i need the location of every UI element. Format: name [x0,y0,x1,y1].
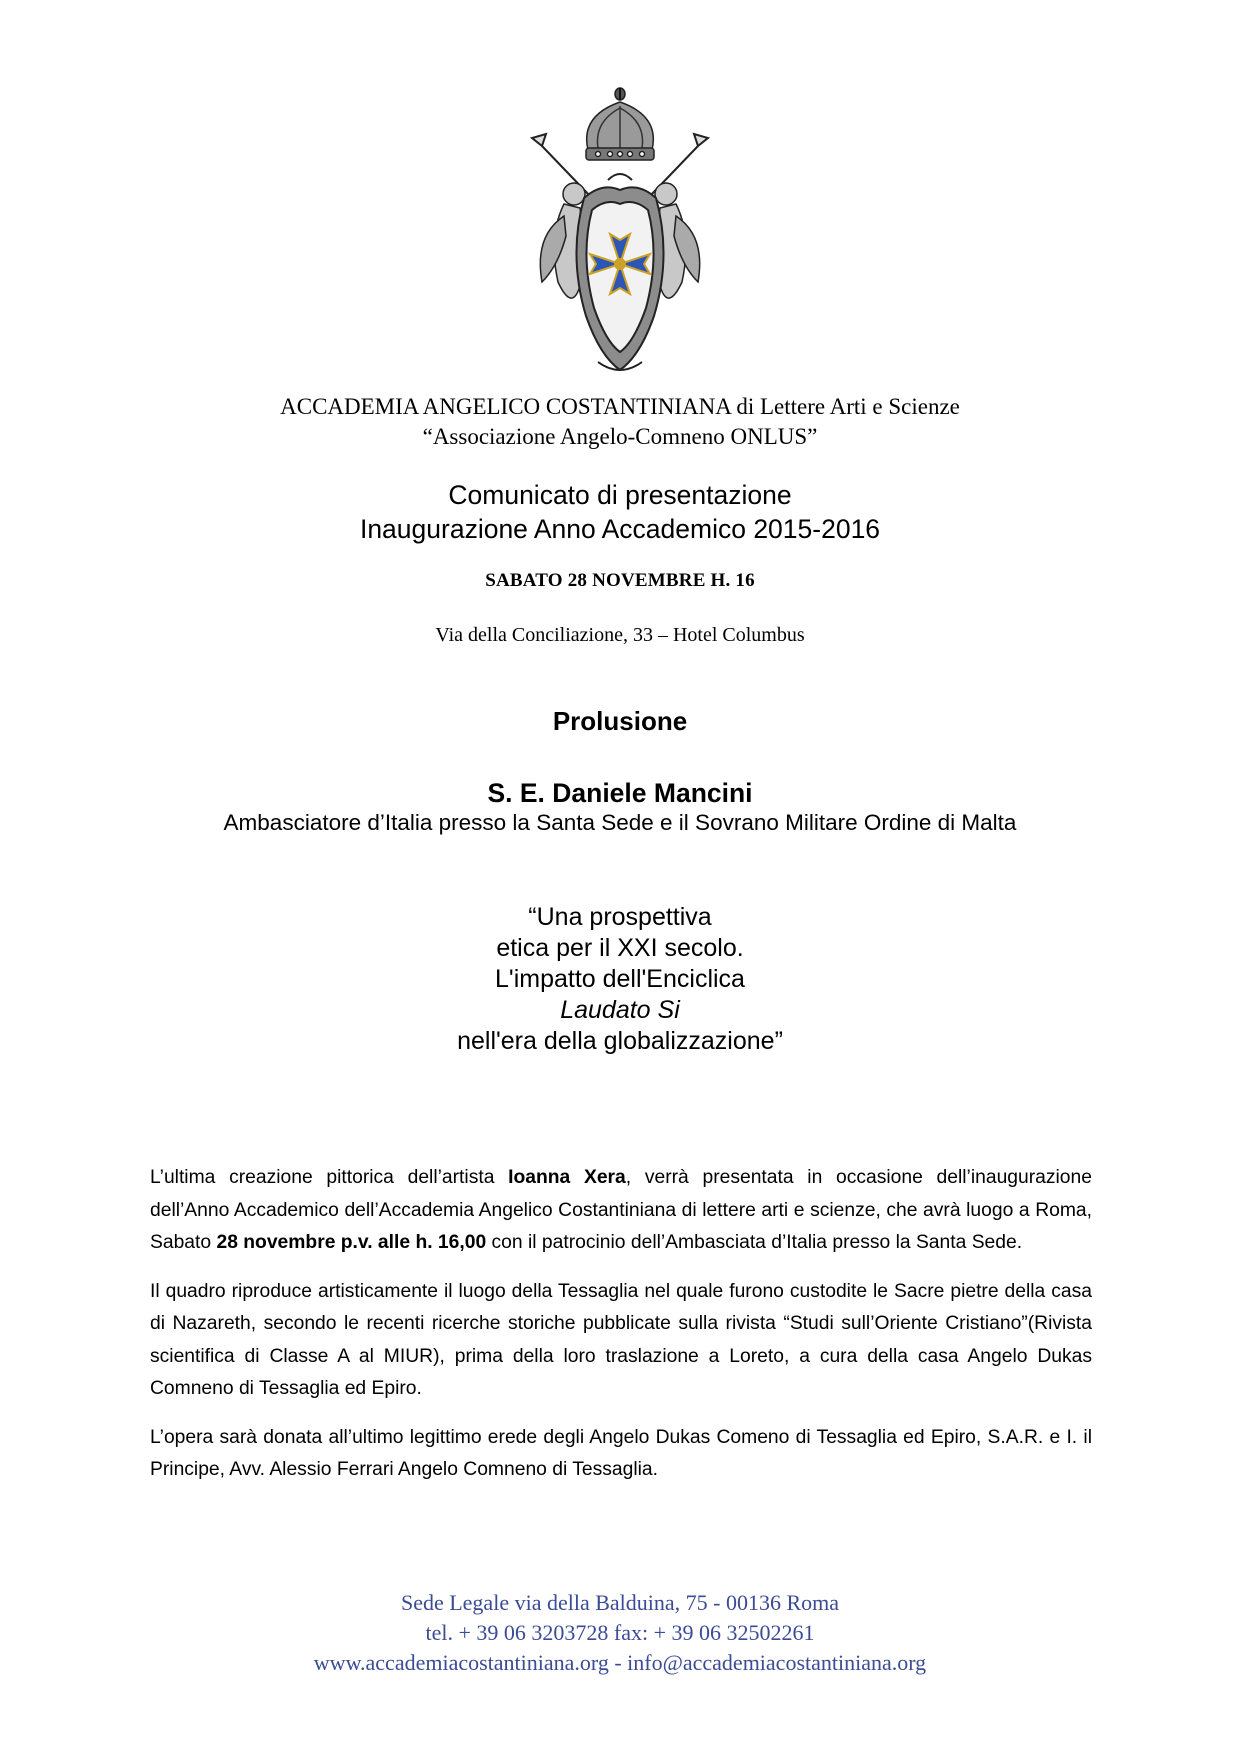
footer-phone: tel. + 39 06 3203728 fax: + 39 06 32502261 [425,1620,815,1645]
body-text [150,1162,1092,1503]
quote-line: etica per il XXI secolo. [496,934,744,962]
quote-line: nell'era della globalizzazione” [457,1027,783,1055]
coat-of-arms-icon [528,86,712,376]
quote-line: L'impatto dell'Enciclica [495,965,745,993]
lecture-title-quote [0,902,1240,1057]
footer-address: Sede Legale via della Balduina, 75 - 00136 Roma [400,1590,840,1615]
prolusione-heading: Prolusione [552,706,688,736]
event-date: SABATO 28 NOVEMBRE H. 16 [485,570,755,591]
speaker-name: S. E. Daniele Mancini [487,778,753,808]
paragraph-text: , verrà presentata in occasione dell’inaugurazione dell’Anno Accademico dell’Accademia Angelico Costantiniana di lettere arti e scienze, che avrà luogo a Roma, Sabato [150,1167,1092,1253]
academy-name: ACCADEMIA ANGELICO COSTANTINIANA di Lettere Arti e Scienze [280,394,960,419]
paragraph-text: con il patrocinio dell’Ambasciata d’Italia presso la Santa Sede. [486,1232,1023,1253]
announcement-line1: Comunicato di presentazione [448,480,792,510]
announcement-line2: Inaugurazione Anno Accademico 2015-2016 [359,514,881,544]
artist-name: Ioanna Xera [508,1167,626,1188]
quote-line: “Una prospettiva [528,903,712,931]
paragraph: Il quadro riproduce artisticamente il luogo della Tessaglia nel quale furono custodite le Sacre pietre della casa di Nazareth, secondo le recenti ricerche storiche pubblicate sulla rivista “Studi sull’Oriente Cristiano”(Rivista scientifica di Classe A al MIUR), prima della loro traslazione a Loreto, a cura della casa Angelo Dukas Comneno di Tessaglia ed Epiro. [150,1280,1092,1399]
speaker-role: Ambasciatore d’Italia presso la Santa Sede e il Sovrano Militare Ordine di Malta [223,810,1017,835]
footer [0,1588,1240,1678]
event-datetime: 28 novembre p.v. alle h. 16,00 [216,1232,487,1253]
crown-icon [586,88,654,160]
paragraph: L’opera sarà donata all’ultimo legittimo erede degli Angelo Dukas Comeno di Tessaglia ed Epiro, S.A.R. e I. il Principe, Avv. Alessio Ferrari Angelo Comneno di Tessaglia. [150,1426,1092,1480]
event-address: Via della Conciliazione, 33 – Hotel Columbus [435,624,805,646]
quote-line-italic: Laudato Si [560,996,680,1024]
association-name: “Associazione Angelo-Comneno ONLUS” [422,424,818,449]
announcement-title [0,478,1240,546]
academy-header [0,392,1240,452]
paragraph-text: L’ultima creazione pittorica dell’artista [150,1167,509,1188]
footer-contacts: www.accademiacostantiniana.org - info@accademiacostantiniana.org [313,1650,927,1675]
paragraph [150,1162,1092,1260]
